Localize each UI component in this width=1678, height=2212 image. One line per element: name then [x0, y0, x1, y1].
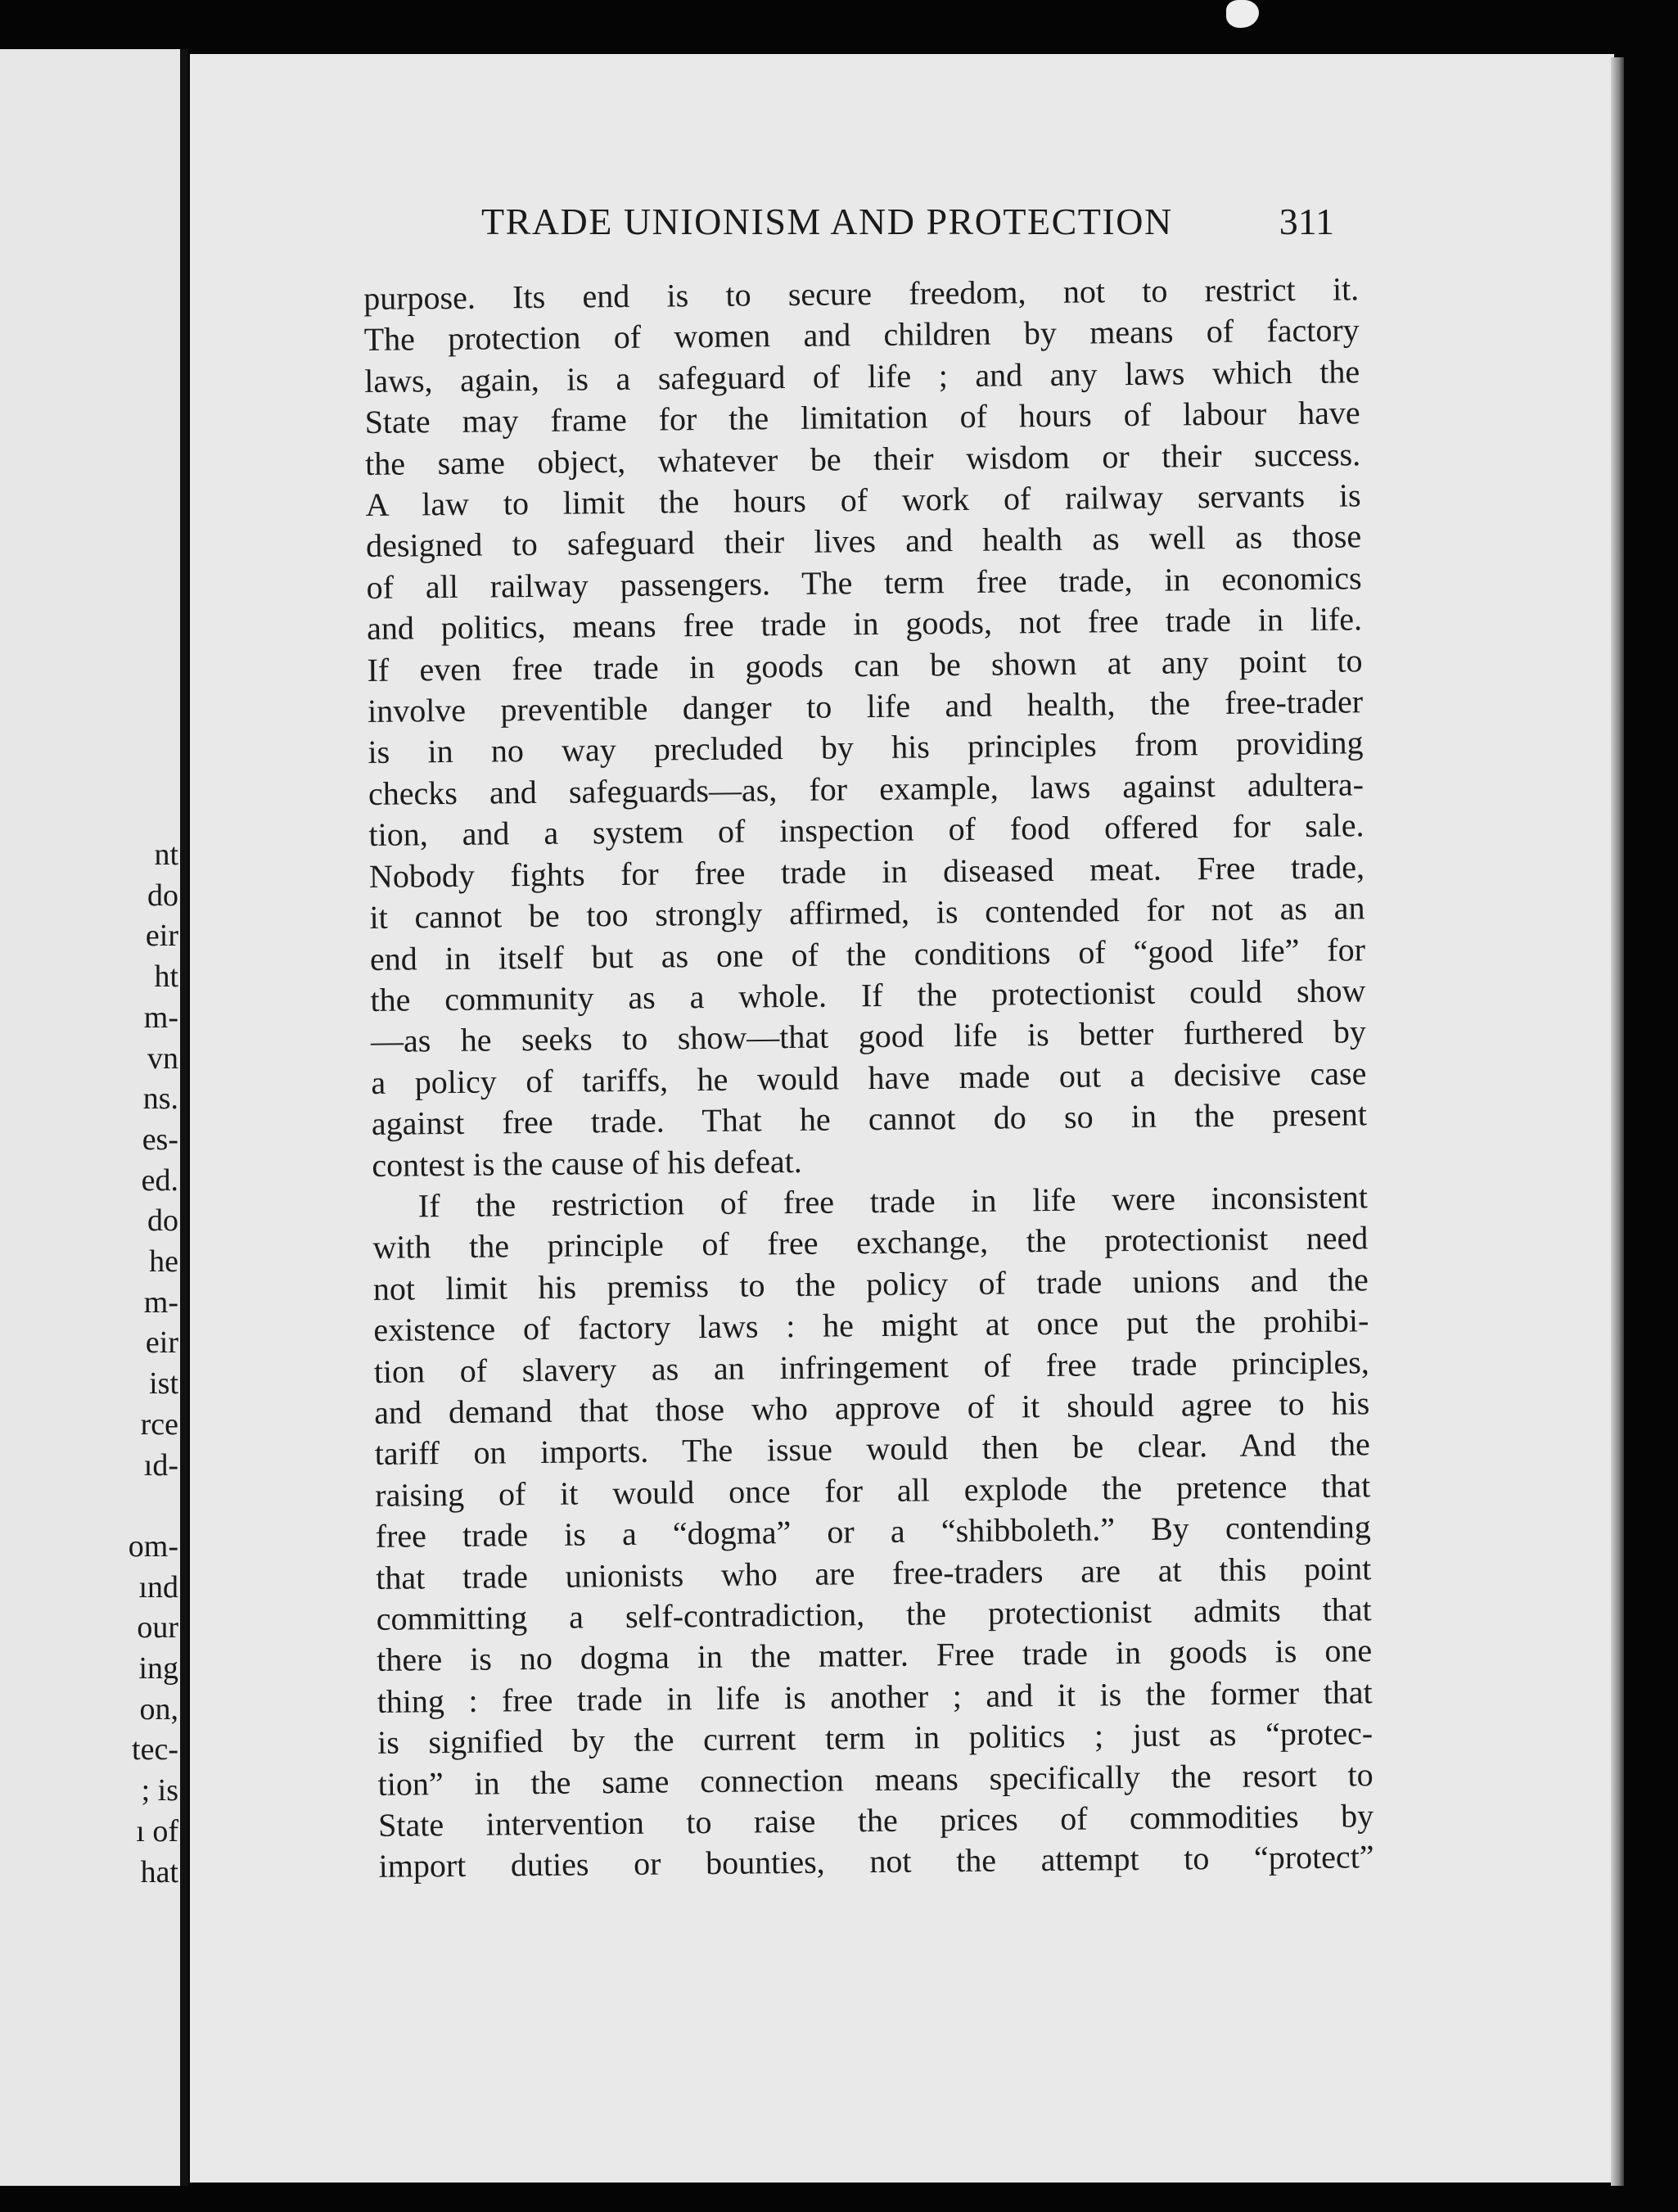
text-line: is in no way precluded by his principles from providing	[368, 724, 1364, 771]
facing-line: ht	[154, 959, 178, 995]
facing-line: vn	[147, 1041, 178, 1076]
text-line: State may frame for the limitation of hours of labour have	[364, 394, 1360, 441]
text-line: —as he seeks to show—that good life is better furthered by	[370, 1013, 1367, 1060]
text-line: a policy of tariffs, he would have made out a decisive case	[371, 1054, 1367, 1101]
text-line: not limit his premiss to the policy of trade unions and the	[372, 1261, 1369, 1307]
text-line: tion” in the same connection means specifically the resort to	[377, 1755, 1374, 1803]
text-line: is signified by the current term in politics ; just as “protec-	[377, 1714, 1374, 1762]
text-line: A law to limit the hours of work of railway servants is	[365, 476, 1361, 524]
facing-line: our	[137, 1610, 178, 1645]
text-line: checks and safeguards—as, for example, laws against adultera-	[368, 765, 1365, 812]
text-line: raising of it would once for all explode the pretence that	[375, 1467, 1371, 1514]
facing-line: do	[147, 1203, 178, 1239]
text-line: existence of factory laws : he might at once put the prohibi-	[373, 1302, 1369, 1349]
text-line: with the principle of free exchange, the protectionist need	[372, 1219, 1369, 1266]
text-line: tariff on imports. The issue would then be clear. And the	[374, 1425, 1370, 1473]
facing-page-fragment	[0, 49, 182, 2186]
text-line: committing a self-contradiction, the protectionist admits that	[376, 1591, 1372, 1637]
text-line: and politics, means free trade in goods, not free trade in life.	[366, 600, 1363, 648]
paragraph-first-line: If the restriction of free trade in life were inconsistent	[417, 1178, 1369, 1225]
text-line: thing : free trade in life is another ; and it is the former that	[377, 1673, 1373, 1720]
facing-line: eir	[145, 919, 178, 954]
scan-artifact	[1226, 0, 1259, 28]
facing-line: om-	[128, 1528, 178, 1564]
facing-line: hat	[140, 1854, 178, 1889]
text-line: against free trade. That he cannot do so in the present	[371, 1095, 1368, 1143]
text-line: free trade is a “dogma” or a “shibboleth.” By contending	[375, 1508, 1371, 1555]
body-text	[363, 269, 1374, 1887]
text-line: there is no dogma in the matter. Free trade in goods is one	[376, 1632, 1373, 1679]
facing-line: eir	[145, 1325, 178, 1361]
text-line: Nobody fights for free trade in diseased meat. Free trade,	[368, 847, 1365, 895]
facing-line: ist	[149, 1366, 178, 1402]
page-number: 311	[1279, 201, 1334, 242]
text-line: State intervention to raise the prices of commodities by	[377, 1797, 1374, 1844]
paragraph-last-line: contest is the cause of his defeat.	[372, 1142, 802, 1184]
text-line: laws, again, is a safeguard of life ; and any laws which the	[363, 353, 1360, 400]
text-line: import duties or bounties, not the attempt to “protect”	[378, 1838, 1374, 1885]
text-line: designed to safeguard their lives and health as well as those	[365, 517, 1362, 565]
text-line: and demand that those who approve of it should agree to his	[374, 1384, 1370, 1431]
text-line: tion, and a system of inspection of food offered for sale.	[368, 806, 1365, 854]
running-head	[481, 200, 1334, 251]
facing-line: ıd-	[143, 1447, 178, 1483]
facing-line: ; is	[141, 1773, 178, 1808]
facing-page-line-endings	[129, 835, 178, 1893]
text-line: The protection of women and children by means of factory	[363, 311, 1360, 359]
text-line: the community as a whole. If the protectionist could show	[370, 972, 1366, 1018]
facing-line: m-	[143, 1284, 178, 1320]
facing-line: ınd	[138, 1569, 178, 1605]
text-line: If even free trade in goods can be shown at any point to	[367, 641, 1363, 688]
facing-line: ı of	[136, 1813, 178, 1849]
facing-line: ed.	[141, 1162, 178, 1198]
facing-line: on,	[139, 1691, 178, 1727]
page-gutter	[180, 49, 188, 2186]
text-line: that trade unionists who are free-traders are at this point	[376, 1549, 1372, 1596]
page-edge-shadow	[1611, 57, 1624, 2186]
facing-line: do	[147, 878, 178, 913]
facing-line: m-	[143, 1000, 178, 1035]
text-line: involve preventible danger to life and health, the free-trader	[367, 683, 1364, 730]
facing-line: tec-	[132, 1732, 178, 1767]
facing-line-gap	[129, 1486, 178, 1527]
facing-line: nt	[154, 837, 178, 872]
text-line: purpose. Its end is to secure freedom, not to restrict it.	[363, 270, 1360, 317]
running-title: TRADE UNIONISM AND PROTECTION	[481, 201, 1173, 242]
text-line: the same object, whatever be their wisdom or their success.	[364, 435, 1361, 482]
text-line: it cannot be too strongly affirmed, is contended for not as an	[369, 889, 1365, 937]
text-line: tion of slavery as an infringement of free trade principles,	[373, 1343, 1369, 1390]
facing-line: ns.	[142, 1081, 178, 1117]
facing-line: he	[149, 1244, 178, 1280]
facing-line: rce	[140, 1406, 178, 1442]
text-line: of all railway passengers. The term free trade, in economics	[366, 559, 1362, 606]
text-line: end in itself but as one of the conditions of “good life” for	[369, 930, 1366, 977]
facing-line: es-	[142, 1122, 178, 1157]
facing-line: ing	[138, 1651, 178, 1686]
